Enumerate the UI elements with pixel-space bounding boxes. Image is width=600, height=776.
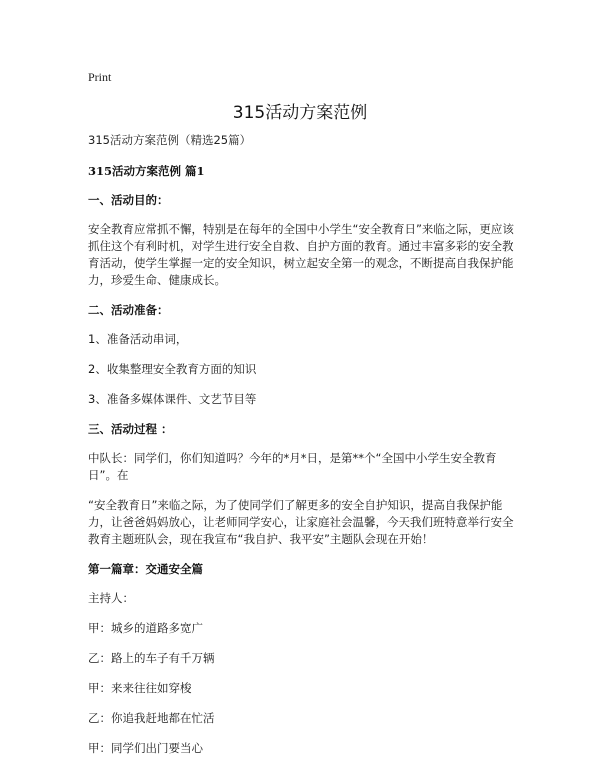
document-body [88,132,520,770]
paragraph: “安全教育日”来临之际，为了使同学们了解更多的安全自护知识，提高自我保护能力，让爸爸妈妈放心，让老师同学安心，让家庭社会温馨，今天我们班特意举行安全教育主题班队会，现在我宣布“我自护、我平安”主题队会现在开始！ [88,498,514,546]
content-blocks [88,163,520,757]
document-subtitle: 315活动方案范例（精选25篇） [88,133,252,147]
section-heading: 315活动方案范例 篇1 [88,164,205,178]
paragraph: 3、准备多媒体课件、文艺节目等 [88,392,257,406]
section-heading: 一、活动目的： [88,193,169,207]
paragraph: 甲：来来往往如穿梭 [88,681,192,695]
paragraph: 中队长：同学们，你们知道吗？今年的*月*日，是第**个“全国中小学生安全教育日”。在 [88,451,497,482]
print-link[interactable]: Print [88,70,112,84]
paragraph: 乙：路上的车子有千万辆 [88,651,215,665]
section-heading: 三、活动过程 ： [88,422,173,436]
section-heading: 第一篇章：交通安全篇 [88,562,203,576]
paragraph: 主持人： [88,591,134,605]
paragraph: 安全教育应常抓不懈，特别是在每年的全国中小学生“安全教育日”来临之际，更应该抓住这个有利时机，对学生进行安全自救、自护方面的教育。通过丰富多彩的安全教育活动，使学生掌握一定的安全知识，树立起安全第一的观念，不断提高自我保护能力，珍爱生命、健康成长。 [88,222,514,287]
paragraph: 1、准备活动串词， [88,332,188,346]
paragraph: 甲：城乡的道路多宽广 [88,621,203,635]
paragraph: 甲：同学们出门要当心 [88,741,203,755]
page-title: 315活动方案范例 [232,103,368,123]
paragraph: 2、收集整理安全教育方面的知识 [88,362,257,376]
paragraph: 乙：你追我赶地都在忙活 [88,711,215,725]
section-heading: 二、活动准备： [88,303,169,317]
